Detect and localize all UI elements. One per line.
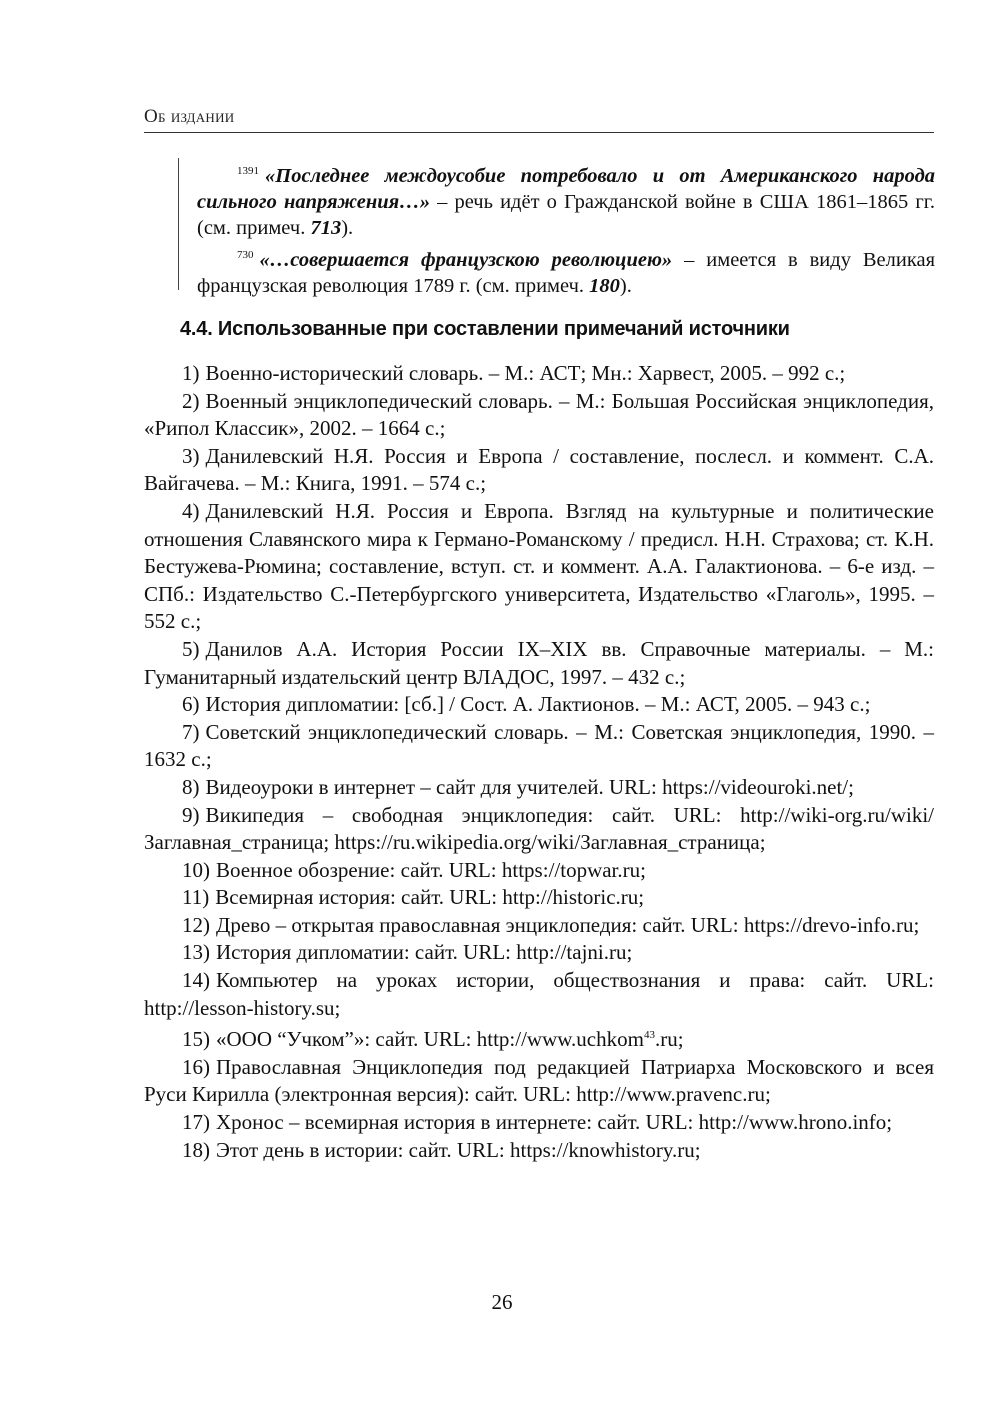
ref-number: 17) bbox=[182, 1110, 210, 1135]
ref-number: 10) bbox=[182, 857, 210, 882]
ref-text: Военно-исторический словарь. – М.: АСТ; Мн.: Харвест, 2005. – 992 с.; bbox=[205, 361, 846, 385]
ref-number: 13) bbox=[182, 940, 210, 965]
ref-text[interactable]: Видеоуроки в интернет – сайт для учителей. URL: https://videouroki.net/; bbox=[205, 774, 854, 799]
footnote-number: 1391 bbox=[237, 165, 259, 177]
footnote-730 bbox=[197, 242, 935, 299]
ref-number: 16) bbox=[182, 1054, 210, 1079]
list-item bbox=[144, 802, 934, 857]
list-item bbox=[144, 774, 934, 802]
footnote-quote: «Последнее междоусобие потребовало и от Американского народа сильного напряжения…» bbox=[197, 165, 935, 214]
page-number: 26 bbox=[491, 1290, 513, 1314]
ref-number: 8) bbox=[182, 774, 200, 799]
list-item bbox=[144, 388, 934, 443]
ref-number: 18) bbox=[182, 1137, 210, 1162]
footnote-text-end: ). bbox=[341, 217, 354, 240]
footnote-quote-block bbox=[178, 158, 935, 297]
list-item bbox=[144, 967, 934, 1022]
ref-text[interactable]: Хронос – всемирная история в интернете: сайт. URL: http://www.hrono.info; bbox=[216, 1110, 893, 1135]
section-title: 4.4. Использованные при составлении примечаний источники bbox=[180, 318, 790, 340]
footnote-text-end: ). bbox=[619, 274, 632, 297]
ref-text[interactable]: Военное обозрение: сайт. URL: https://topwar.ru; bbox=[216, 857, 646, 882]
ref-text-end[interactable]: .ru; bbox=[654, 1027, 684, 1052]
list-item bbox=[144, 691, 934, 719]
ref-text[interactable]: Этот день в истории: сайт. URL: https://knowhistory.ru; bbox=[216, 1137, 701, 1162]
ref-superscript: 43 bbox=[643, 1029, 655, 1042]
ref-number: 4) bbox=[182, 498, 200, 523]
list-item bbox=[144, 498, 934, 636]
list-item bbox=[144, 1109, 934, 1137]
ref-number: 2) bbox=[182, 388, 200, 413]
ref-text[interactable]: Православная Энциклопедия под редакцией Патриарха Московского и всея Руси Кирилла (электронная версия): сайт. URL: http://www.pravenc.ru; bbox=[144, 1054, 934, 1107]
list-item bbox=[144, 719, 934, 774]
ref-number: 11) bbox=[182, 885, 210, 910]
ref-text[interactable]: Википедия – свободная энциклопедия: сайт. URL: http://wiki-org.ru/wiki/Заглавная_страница; https://ru.wikipedia.org/wiki/Заглавная_страница; bbox=[144, 802, 934, 855]
ref-number: 9) bbox=[182, 802, 200, 827]
running-head-text: Об издании bbox=[144, 106, 235, 127]
references-list bbox=[144, 360, 934, 1164]
list-item bbox=[144, 360, 934, 388]
list-item bbox=[144, 1022, 934, 1054]
ref-text: Данилевский Н.Я. Россия и Европа / составление, послесл. и коммент. С.А. Вайгачева. – М.: Книга, 1991. – 574 с.; bbox=[144, 443, 934, 496]
list-item bbox=[144, 912, 934, 940]
ref-number: 7) bbox=[182, 719, 200, 744]
ref-text: Данилевский Н.Я. Россия и Европа. Взгляд на культурные и политические отношения Славянского мира к Германо-Романскому / предисл. Н.Н. Страхова; ст. К.Н. Бестужева-Рюмина; составление, вступ. ст. и коммент. А.А. Галактионова. – 6-е изд. – СПб.: Издательство С.-Петербургского университета, Издательство «Глаголь», 1995. – 552 с.; bbox=[144, 498, 934, 634]
footnote-text: – имеется в виду Великая французская революция 1789 г. (см. примеч. bbox=[197, 248, 935, 297]
footnote-text: – речь идёт о Гражданской войне в США 1861–1865 гг. (см. примеч. bbox=[197, 191, 935, 240]
footnote-ref[interactable]: 180 bbox=[589, 274, 620, 297]
ref-text: Данилов А.А. История России IX–XIX вв. Справочные материалы. – М.: Гуманитарный издательский центр ВЛАДОС, 1997. – 432 с.; bbox=[144, 636, 934, 689]
ref-text: История дипломатии: [сб.] / Сост. А. Лактионов. – М.: АСТ, 2005. – 943 с.; bbox=[205, 692, 871, 717]
ref-number: 6) bbox=[182, 692, 200, 717]
ref-number: 14) bbox=[182, 968, 210, 993]
ref-number: 15) bbox=[182, 1027, 210, 1052]
ref-text: Советский энциклопедический словарь. – М.: Советская энциклопедия, 1990. – 1632 с.; bbox=[144, 719, 934, 772]
list-item bbox=[144, 443, 934, 498]
list-item bbox=[144, 884, 934, 912]
footnote-quote: «…совершается французскою революциею» bbox=[259, 248, 673, 271]
ref-text[interactable]: История дипломатии: сайт. URL: http://tajni.ru; bbox=[216, 940, 633, 965]
list-item bbox=[144, 857, 934, 885]
running-head bbox=[144, 106, 934, 133]
footnote-ref[interactable]: 713 bbox=[310, 217, 342, 240]
list-item bbox=[144, 636, 934, 691]
ref-text[interactable]: Древо – открытая православная энциклопедия: сайт. URL: https://drevo-info.ru; bbox=[216, 912, 920, 937]
footnote-1391 bbox=[197, 158, 935, 242]
list-item bbox=[144, 939, 934, 967]
ref-number: 5) bbox=[182, 636, 200, 661]
ref-number: 1) bbox=[182, 361, 200, 385]
ref-number: 12) bbox=[182, 912, 210, 937]
ref-text: Военный энциклопедический словарь. – М.: Большая Российская энциклопедия, «Рипол Классик», 2002. – 1664 с.; bbox=[144, 388, 934, 441]
list-item bbox=[144, 1137, 934, 1165]
footnote-number: 730 bbox=[237, 248, 254, 261]
ref-text[interactable]: «ООО “Учком”»: сайт. URL: http://www.uchkom bbox=[216, 1027, 644, 1052]
list-item bbox=[144, 1054, 934, 1109]
ref-text[interactable]: Компьютер на уроках истории, обществознания и права: сайт. URL: http://lesson-history.su; bbox=[144, 968, 934, 1020]
ref-text[interactable]: Всемирная история: сайт. URL: http://historic.ru; bbox=[215, 885, 645, 910]
ref-number: 3) bbox=[182, 443, 200, 468]
